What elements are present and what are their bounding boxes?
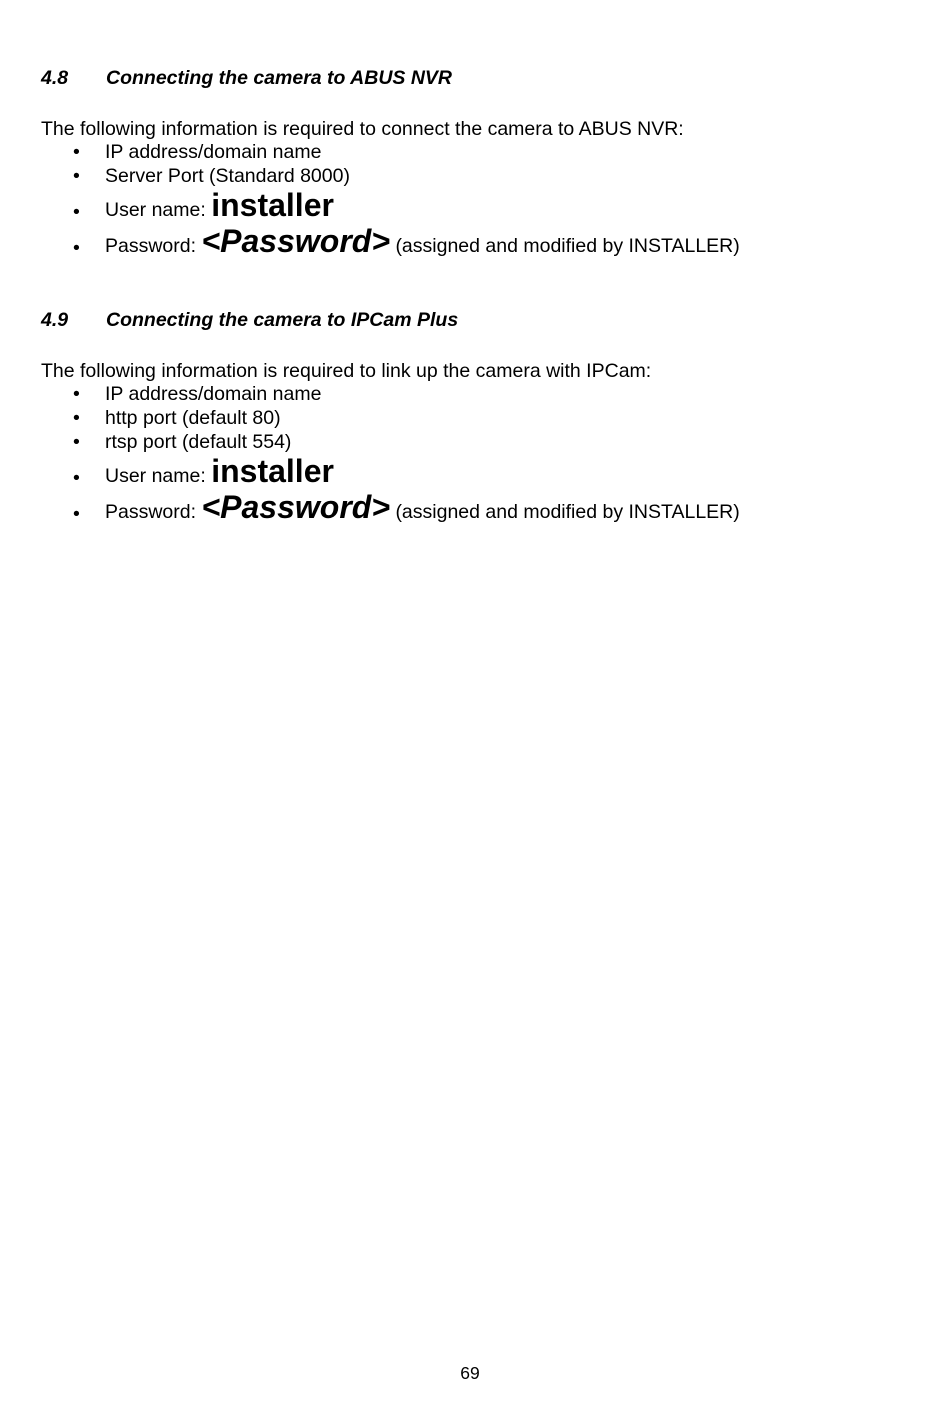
bullet-icon: • — [73, 383, 80, 405]
password-value: <Password> — [201, 223, 391, 259]
bullet-icon: • — [73, 201, 80, 223]
password-note: (assigned and modified by INSTALLER) — [395, 501, 740, 523]
section-title: Connecting the camera to IPCam Plus — [106, 309, 459, 331]
bullet-icon: • — [73, 237, 80, 259]
username-value: installer — [211, 453, 334, 489]
password-value: <Password> — [201, 489, 391, 525]
bullet-icon: • — [73, 407, 80, 429]
section-intro: The following information is required to link up the camera with IPCam: — [41, 360, 652, 382]
list-item: • Server Port (Standard 8000) — [73, 165, 350, 187]
section-title: Connecting the camera to ABUS NVR — [106, 67, 452, 89]
bullet-icon: • — [73, 141, 80, 163]
list-item: • IP address/domain name — [73, 383, 322, 405]
list-item: • rtsp port (default 554) — [73, 431, 292, 453]
bullet-icon: • — [73, 165, 80, 187]
list-item-username — [0, 189, 950, 225]
page-number: 69 — [460, 1363, 480, 1383]
section-number: 4.8 — [41, 67, 69, 89]
password-note: (assigned and modified by INSTALLER) — [395, 235, 740, 257]
list-item-password — [0, 225, 950, 261]
requirement-list — [0, 383, 950, 527]
section-number: 4.9 — [41, 309, 69, 331]
list-item: • IP address/domain name — [73, 141, 322, 163]
username-label: User name: — [105, 465, 206, 487]
username-label: User name: — [105, 199, 206, 221]
password-label: Password: — [105, 501, 197, 523]
password-label: Password: — [105, 235, 197, 257]
list-item-password — [0, 491, 950, 527]
bullet-icon: • — [73, 503, 80, 525]
username-value: installer — [211, 187, 334, 223]
bullet-icon: • — [73, 467, 80, 489]
list-item-username — [0, 455, 950, 491]
list-item: • http port (default 80) — [73, 407, 281, 429]
requirement-list — [0, 141, 950, 261]
section-intro: The following information is required to connect the camera to ABUS NVR: — [41, 118, 684, 140]
bullet-icon: • — [73, 431, 80, 453]
